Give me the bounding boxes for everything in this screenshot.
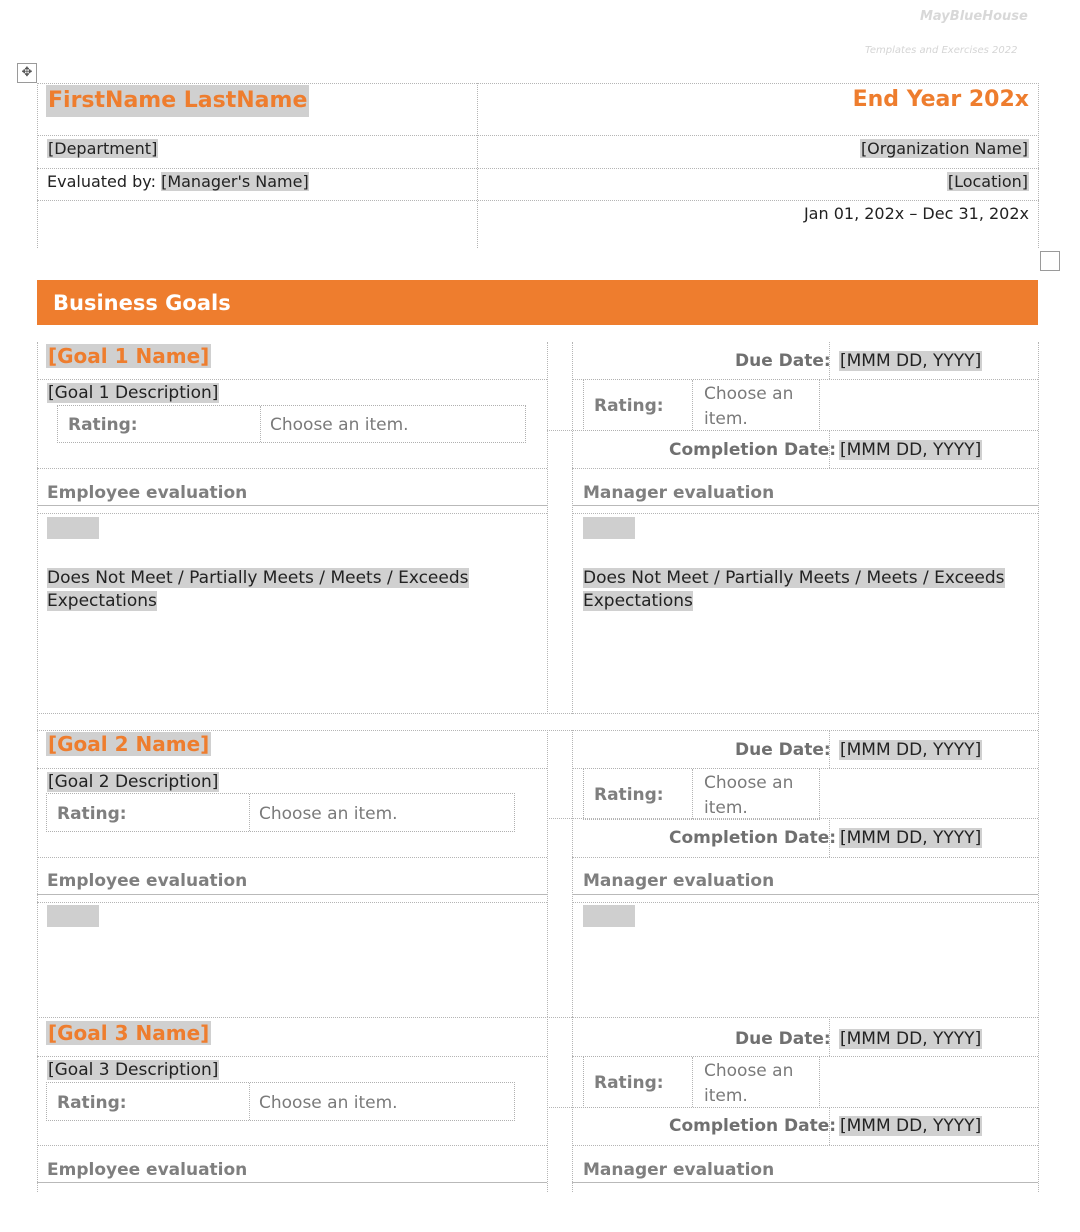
rating-dropdown-line2[interactable]: item.: [704, 798, 748, 818]
rating-dropdown[interactable]: Choose an item.: [259, 804, 398, 824]
employee-rating-box: [46, 1082, 515, 1121]
rating-dropdown-line1[interactable]: Choose an: [704, 773, 794, 793]
goal-description[interactable]: [Goal 2 Description]: [48, 772, 219, 792]
manager-expectations: Does Not Meet / Partially Meets / Meets / Exceeds Expectations: [583, 568, 1005, 611]
goal-name[interactable]: [Goal 1 Name]: [48, 344, 210, 368]
manager-eval-label: Manager evaluation: [583, 1160, 775, 1180]
rating-label: Rating:: [594, 785, 664, 805]
date-range: Jan 01, 202x – Dec 31, 202x: [803, 204, 1029, 223]
goal-name[interactable]: [Goal 3 Name]: [48, 1021, 210, 1045]
completion-date-label: Completion Date:: [669, 828, 837, 848]
rating-label: Rating:: [57, 1093, 127, 1113]
goal-description[interactable]: [Goal 1 Description]: [48, 383, 219, 403]
employee-expectations: Does Not Meet / Partially Meets / Meets / Exceeds Expectations: [47, 568, 469, 611]
manager-name-field[interactable]: [Manager's Name]: [161, 172, 309, 191]
completion-date-label: Completion Date:: [669, 1116, 837, 1136]
location-field[interactable]: [Location]: [947, 172, 1028, 191]
section-bar: [37, 280, 1038, 325]
due-date-label: Due Date:: [735, 1029, 831, 1049]
employee-rating-box: [57, 405, 526, 443]
evaluated-by-row: Evaluated by: [Manager's Name]: [47, 172, 309, 191]
rating-label: Rating:: [68, 415, 138, 435]
due-date-field[interactable]: [MMM DD, YYYY]: [840, 351, 982, 371]
rating-dropdown-line2[interactable]: item.: [704, 1086, 748, 1106]
manager-eval-input[interactable]: [583, 517, 635, 539]
manager-eval-input[interactable]: [583, 905, 635, 927]
employee-rating-box: [46, 793, 515, 832]
goal-name[interactable]: [Goal 2 Name]: [48, 732, 210, 756]
department-field[interactable]: [Department]: [48, 139, 158, 158]
manager-eval-label: Manager evaluation: [583, 483, 775, 503]
due-date-label: Due Date:: [735, 351, 831, 371]
employee-eval-input[interactable]: [47, 517, 99, 539]
organization-field[interactable]: [Organization Name]: [860, 139, 1028, 158]
rating-dropdown[interactable]: Choose an item.: [270, 415, 409, 435]
rating-label: Rating:: [594, 396, 664, 416]
due-date-label: Due Date:: [735, 740, 831, 760]
manager-eval-label: Manager evaluation: [583, 871, 775, 891]
employee-name[interactable]: FirstName LastName: [46, 85, 309, 117]
period-title: End Year 202x: [852, 87, 1029, 112]
rating-dropdown-line1[interactable]: Choose an: [704, 384, 794, 404]
brand-watermark: MayBlueHouse: [920, 9, 1028, 24]
manager-rating-box: [583, 1056, 820, 1108]
due-date-field[interactable]: [MMM DD, YYYY]: [840, 1029, 982, 1049]
manager-rating-box: [583, 379, 820, 431]
goal-description[interactable]: [Goal 3 Description]: [48, 1060, 219, 1080]
subtitle-watermark: Templates and Exercises 2022: [865, 45, 1018, 56]
completion-date-field[interactable]: [MMM DD, YYYY]: [840, 828, 982, 848]
rating-dropdown-line2[interactable]: item.: [704, 409, 748, 429]
completion-date-label: Completion Date:: [669, 440, 837, 460]
employee-eval-label: Employee evaluation: [47, 871, 248, 891]
rating-label: Rating:: [57, 804, 127, 824]
completion-date-field[interactable]: [MMM DD, YYYY]: [840, 1116, 982, 1136]
section-title: Business Goals: [53, 291, 231, 315]
employee-eval-input[interactable]: [47, 905, 99, 927]
move-handle-icon[interactable]: ✥: [17, 63, 37, 83]
row-marker-checkbox[interactable]: [1040, 251, 1060, 271]
employee-eval-label: Employee evaluation: [47, 1160, 248, 1180]
rating-dropdown[interactable]: Choose an item.: [259, 1093, 398, 1113]
completion-date-field[interactable]: [MMM DD, YYYY]: [840, 440, 982, 460]
manager-rating-box: [583, 768, 820, 820]
rating-dropdown-line1[interactable]: Choose an: [704, 1061, 794, 1081]
employee-eval-label: Employee evaluation: [47, 483, 248, 503]
due-date-field[interactable]: [MMM DD, YYYY]: [840, 740, 982, 760]
rating-label: Rating:: [594, 1073, 664, 1093]
